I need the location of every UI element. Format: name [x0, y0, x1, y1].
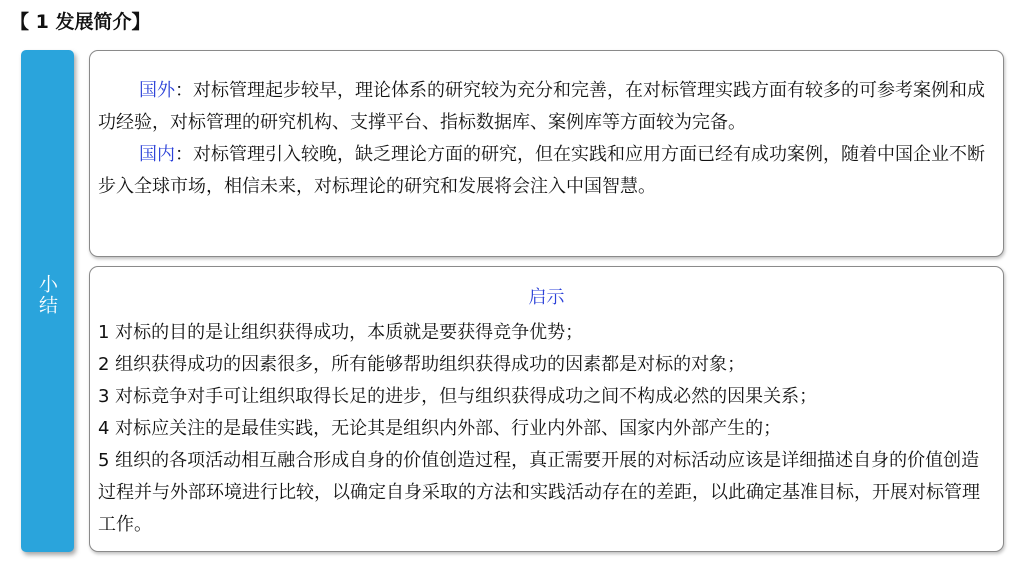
insight-item: 5 组织的各项活动相互融合形成自身的价值创造过程，真正需要开展的对标活动应该是详细描述自身的价值创造过程并与外部环境进行比较，以确定自身采取的方法和实践活动存在的差距，以此确定基准目标，开展对标管理工作。: [98, 450, 980, 535]
domestic-text: ：对标管理引入较晚，缺乏理论方面的研究，但在实践和应用方面已经有成功案例，随着中国企业不断步入全球市场，相信未来，对标理论的研究和发展将会注入中国智慧。: [98, 144, 985, 197]
sidebar-label: 小结: [36, 274, 58, 316]
section-title: 【 1 发展简介】: [10, 11, 151, 33]
insight-item: 1 对标的目的是让组织获得成功，本质就是要获得竞争优势；: [98, 322, 584, 343]
insights-title: 启示: [528, 287, 565, 308]
overview-panel: [89, 50, 1004, 257]
insight-item: 2 组织获得成功的因素很多，所有能够帮助组织获得成功的因素都是对标的对象；: [98, 354, 746, 375]
foreign-paragraph: [98, 75, 995, 139]
insights-panel: [89, 266, 1004, 552]
insight-item: 3 对标竞争对手可让组织取得长足的进步，但与组织获得成功之间不构成必然的因果关系；: [98, 386, 818, 407]
domestic-paragraph: [98, 139, 995, 203]
summary-sidebar: [21, 50, 74, 552]
foreign-text: ：对标管理起步较早，理论体系的研究较为充分和完善，在对标管理实践方面有较多的可参考案例和成功经验，对标管理的研究机构、支撑平台、指标数据库、案例库等方面较为完备。: [98, 80, 985, 133]
insight-item: 4 对标应关注的是最佳实践，无论其是组织内外部、行业内外部、国家内外部产生的；: [98, 418, 782, 439]
foreign-label: 国外: [139, 80, 175, 101]
domestic-label: 国内: [139, 144, 175, 165]
